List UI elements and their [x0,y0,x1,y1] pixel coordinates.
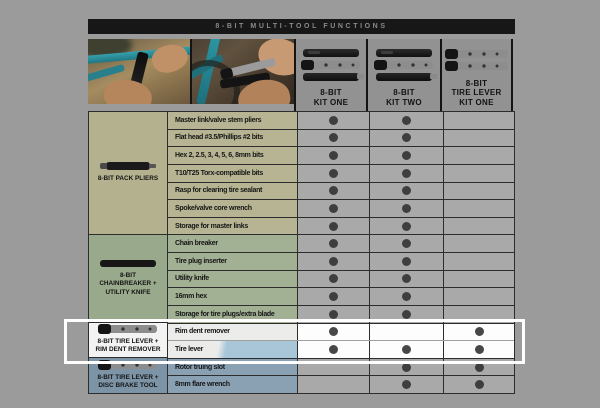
kit-two-tools-image [368,39,440,88]
table-row [168,305,514,323]
row-label: Storage for master links [168,218,297,235]
tire-lever-rim-dent-remover-icon [99,325,157,333]
tire-lever-kit-tools-image [442,39,511,79]
feature-cell [369,359,443,376]
feature-cell [369,183,443,200]
feature-cell [369,341,443,358]
feature-cell [297,112,369,129]
gray-lever-tool-icon [375,61,433,69]
presence-dot [329,222,338,231]
presence-dot [402,274,411,283]
feature-cell [297,200,369,217]
chart-title: 8-BIT MULTI-TOOL FUNCTIONS [215,23,388,30]
feature-cell [369,253,443,270]
feature-cell [297,306,369,323]
presence-dot [402,363,411,372]
kit-label-line: 8-BIT [393,88,415,98]
feature-cell [297,271,369,288]
feature-cell [443,341,514,358]
presence-dot [329,169,338,178]
header-strip [88,39,515,111]
feature-matrix [168,112,514,393]
kit-label-line: TIRE LEVER [451,88,502,98]
table-row [168,358,514,376]
presence-dot [329,274,338,283]
hand-shape [149,41,190,77]
tire-lever-kit-label [442,79,511,111]
feature-cell [369,218,443,235]
feature-cell [443,218,514,235]
presence-dot [402,257,411,266]
kit-column-header-tire-lever-kit-one [440,39,513,111]
feature-cell [369,147,443,164]
gray-lever-tool-icon [302,61,360,69]
feature-cell [369,271,443,288]
row-label: Flat head #3.5/Phillips #2 bits [168,130,297,147]
tool-group-label: 8-BIT TIRE LEVER + RIM DENT REMOVER [95,337,161,354]
feature-cell [443,165,514,182]
row-label: Master link/valve stem pliers [168,112,297,129]
presence-dot [329,257,338,266]
feature-cell [369,235,443,252]
kit-label-line: 8-BIT [320,88,342,98]
kit-two-label [368,88,440,111]
group-column [89,112,168,393]
tool-group-cell [89,235,167,323]
table-row [168,375,514,393]
table-row [168,217,514,235]
feature-cell [443,271,514,288]
hand-shape [102,77,154,104]
presence-dot [329,186,338,195]
presence-dot [329,345,338,354]
feature-cell [297,235,369,252]
kit-label-line: 8-BIT [465,78,488,88]
feature-cell [297,376,369,393]
row-label: 8mm flare wrench [168,376,297,393]
row-label: Utility knife [168,271,297,288]
presence-dot [402,345,411,354]
table-row [168,199,514,217]
presence-dot [475,380,484,389]
kit-one-tools-image [296,39,366,88]
tool-group-cell [89,112,167,235]
black-tool-icon [303,49,359,57]
feature-cell [297,147,369,164]
row-label: Tire lever [168,341,297,358]
chainbreaker-utility-knife-icon [100,260,156,267]
presence-dot [475,363,484,372]
row-label: T10/T25 Torx-compatible bits [168,165,297,182]
presence-dot [402,116,411,125]
feature-cell [443,147,514,164]
row-label: Tire plug inserter [168,253,297,270]
presence-dot [402,186,411,195]
presence-dot [402,292,411,301]
feature-cell [443,235,514,252]
gray-lever-tool-icon [446,62,508,70]
feature-cell [369,288,443,305]
row-label: Rasp for clearing tire sealant [168,183,297,200]
presence-dot [475,327,484,336]
bit-tool-icon [303,73,359,81]
black-tool-icon [376,49,432,57]
presence-dot [329,239,338,248]
feature-cell [297,130,369,147]
table-row [168,129,514,147]
feature-cell [297,165,369,182]
chart-title-bar [88,19,515,34]
feature-cell [297,359,369,376]
tire-lever-disc-brake-icon [99,361,157,369]
presence-dot [329,151,338,160]
row-label: Rim dent remover [168,324,297,341]
kit-one-label [296,88,366,111]
feature-cell [443,376,514,393]
feature-cell [297,288,369,305]
row-label: Hex 2, 2.5, 3, 4, 5, 6, 8mm bits [168,147,297,164]
feature-cell [297,324,369,341]
presence-dot [329,327,338,336]
table-row [168,287,514,305]
presence-dot [329,116,338,125]
presence-dot [402,204,411,213]
feature-cell [443,112,514,129]
presence-dot [402,310,411,319]
bit-tool-icon [376,73,432,81]
kit-column-header-kit-one [294,39,366,111]
feature-cell [443,359,514,376]
feature-cell [369,200,443,217]
feature-cell [369,112,443,129]
tool-group-cell [89,323,167,358]
table-row [168,340,514,358]
presence-dot [402,151,411,160]
lifestyle-photo-tire-lever [190,39,294,104]
feature-cell [443,200,514,217]
feature-cell [443,183,514,200]
feature-cell [443,306,514,323]
tool-group-cell [89,358,167,393]
table-row [168,164,514,182]
table-row [168,270,514,288]
presence-dot [329,292,338,301]
feature-cell [369,324,443,341]
table-row [168,112,514,129]
presence-dot [402,222,411,231]
feature-cell [297,218,369,235]
feature-cell [369,130,443,147]
row-label: 16mm hex [168,288,297,305]
tool-group-label: 8-BIT PACK PLIERS [97,175,159,183]
table-row [168,182,514,200]
kit-label-line: KIT ONE [313,97,349,107]
gray-lever-tool-icon [446,50,508,58]
feature-cell [443,324,514,341]
lifestyle-photo-pack-pliers [88,39,190,104]
table-row [168,252,514,270]
presence-dot [329,310,338,319]
row-label: Storage for tire plugs/extra blade [168,306,297,323]
presence-dot [402,169,411,178]
comparison-table [88,111,515,394]
feature-cell [369,165,443,182]
feature-cell [369,306,443,323]
tool-group-label: 8-BIT TIRE LEVER + DISC BRAKE TOOL [97,373,159,389]
presence-dot [402,239,411,248]
feature-cell [369,376,443,393]
feature-cell [443,288,514,305]
kit-label-line: KIT ONE [459,97,494,107]
feature-cell [297,253,369,270]
row-label: Spoke/valve core wrench [168,200,297,217]
row-label: Chain breaker [168,235,297,252]
table-row [168,146,514,164]
row-label: Rotor truing slot [168,359,297,376]
kit-column-header-kit-two [366,39,440,111]
table-row [168,234,514,252]
presence-dot [402,133,411,142]
feature-cell [443,253,514,270]
feature-cell [443,130,514,147]
presence-dot [475,345,484,354]
kit-label-line: KIT TWO [386,97,422,107]
feature-cell [297,183,369,200]
tool-group-label: 8-BIT CHAINBREAKER + UTILITY KNIFE [99,271,157,296]
pack-pliers-icon [106,162,150,170]
table-row [168,323,514,341]
feature-cell [297,341,369,358]
presence-dot [329,204,338,213]
presence-dot [402,380,411,389]
presence-dot [329,133,338,142]
